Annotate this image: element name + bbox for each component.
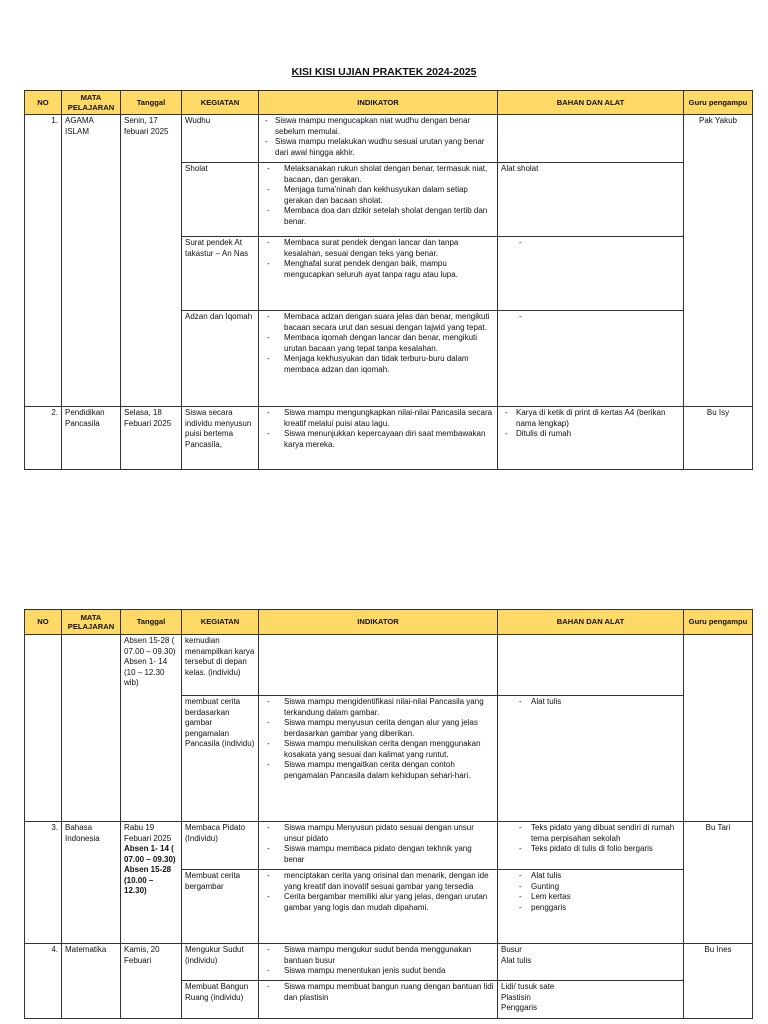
list-item: - Menjaga kekhusyukan dan tidak terburu-buru dalam membaca adzan dan iqomah. bbox=[262, 354, 494, 375]
list-item: - Membaca iqomah dengan lancar dan benar, mengikuti urutan bacaan yang tepat tanpa kesalahan. bbox=[262, 333, 494, 354]
tanggal-line: Absen 15-28 (10.00 – 12.30) bbox=[124, 865, 172, 895]
tanggal-line: Absen 1- 14 (10 – 12.30 wib) bbox=[124, 657, 168, 687]
header-guru: Guru pengampu bbox=[684, 610, 753, 635]
list-item: - Teks pidato yang dibuat sendiri di rumah tema perpisahan sekolah bbox=[501, 823, 680, 844]
header-mapel: MATA PELAJARAN bbox=[62, 610, 121, 635]
row-indikator bbox=[259, 870, 498, 944]
bahan-line: Lidi/ tusuk sate bbox=[501, 982, 555, 991]
list-item: - Siswa mampu mengucapkan niat wudhu dengan benar sebelum memulai. bbox=[262, 116, 494, 137]
list-item: - Teks pidato di tulis di folio bergaris bbox=[501, 844, 680, 855]
row-indikator bbox=[259, 115, 498, 163]
row-bahan bbox=[498, 407, 684, 470]
list-item: - Karya di ketik di print di kertas A4 (berikan nama lengkap) bbox=[501, 408, 680, 429]
row-indikator bbox=[259, 981, 498, 1019]
row-kegiatan: Adzan dan Iqomah bbox=[182, 311, 259, 407]
list-item: - Menghafal surat pendek dengan baik, mampu mengucapkan seluruh ayat tanpa ragu atau lupa. bbox=[262, 259, 494, 280]
table-row bbox=[25, 407, 753, 470]
header-indikator: INDIKATOR bbox=[259, 610, 498, 635]
row-bahan bbox=[498, 115, 684, 163]
row-kegiatan: Wudhu bbox=[182, 115, 259, 163]
row-guru: Pak Yakub bbox=[684, 115, 753, 407]
row-no bbox=[25, 635, 62, 822]
header-guru: Guru pengampu bbox=[684, 91, 753, 115]
table-row bbox=[25, 822, 753, 870]
row-no: 1. bbox=[25, 115, 62, 407]
list-item: - Ditulis di rumah bbox=[501, 429, 680, 440]
row-no: 3. bbox=[25, 822, 62, 944]
list-item: - Cerita bergambar memiliki alur yang jelas, dengan urutan gambar yang logis dan mudah dipahami. bbox=[262, 892, 494, 913]
list-item: - penggaris bbox=[501, 903, 680, 914]
list-item: - Siswa menunjukkan kepercayaan diri saat membawakan karya mereka. bbox=[262, 429, 494, 450]
list-item: - Melaksanakan rukun sholat dengan benar, termasuk niat, bacaan, dan gerakan. bbox=[262, 164, 494, 185]
table-row bbox=[25, 635, 753, 696]
row-bahan bbox=[498, 237, 684, 311]
table-header-row bbox=[25, 91, 753, 115]
tanggal-line: Absen 15-28 ( 07.00 – 09.30) bbox=[124, 636, 176, 656]
row-bahan bbox=[498, 981, 684, 1019]
table-row bbox=[25, 944, 753, 981]
row-indikator bbox=[259, 696, 498, 822]
row-mapel bbox=[62, 635, 121, 822]
row-kegiatan: Membuat Bangun Ruang (individu) bbox=[182, 981, 259, 1019]
tanggal-line: Rabu 19 Febuari 2025 bbox=[124, 823, 172, 843]
list-item: - Siswa mampu melakukan wudhu sesuai urutan yang benar dari awal hingga akhir. bbox=[262, 137, 494, 158]
bahan-dash: - bbox=[519, 238, 522, 247]
list-item: - Siswa mampu mengidentifikasi nilai-nilai Pancasila yang terkandung dalam gambar. bbox=[262, 697, 494, 718]
list-item: - Gunting bbox=[501, 882, 680, 893]
row-no: 2. bbox=[25, 407, 62, 470]
list-item: - Siswa mampu mengaitkan cerita dengan contoh pengamalan Pancasila dalam kehidupan sehari-hari. bbox=[262, 760, 494, 781]
kisi-table-2 bbox=[24, 609, 753, 1019]
row-mapel: Bahasa Indonesia bbox=[62, 822, 121, 944]
list-item: - Siswa mampu membuat bangun ruang dengan bantuan lidi dan plastisin bbox=[262, 982, 494, 1003]
row-tanggal: Selasa, 18 Febuari 2025 bbox=[121, 407, 182, 470]
row-mapel: Pendidikan Pancasila bbox=[62, 407, 121, 470]
header-kegiatan: KEGIATAN bbox=[182, 610, 259, 635]
header-mapel: MATA PELAJARAN bbox=[62, 91, 121, 115]
row-indikator bbox=[259, 163, 498, 237]
row-mapel: Matematika bbox=[62, 944, 121, 1019]
row-bahan bbox=[498, 944, 684, 981]
row-kegiatan: Siswa secara individu menyusun puisi bertema Pancasila, bbox=[182, 407, 259, 470]
row-kegiatan: Membuat cerita bergambar bbox=[182, 870, 259, 944]
list-item: - Lem kertas bbox=[501, 892, 680, 903]
row-tanggal: Kamis, 20 Febuari bbox=[121, 944, 182, 1019]
row-no: 4. bbox=[25, 944, 62, 1019]
list-item: - menciptakan cerita yang orisinal dan menarik, dengan ide yang kreatif dan inovatif sesuai gambar yang tersedia bbox=[262, 871, 494, 892]
header-kegiatan: KEGIATAN bbox=[182, 91, 259, 115]
list-item: - Membaca doa dan dzikir setelah sholat dengan tertib dan benar. bbox=[262, 206, 494, 227]
row-tanggal bbox=[121, 822, 182, 944]
row-kegiatan: kemudian menampilkan karya tersebut di depan kelas. (individu) bbox=[182, 635, 259, 696]
bahan-line: Busur bbox=[501, 945, 522, 954]
header-tanggal: Tanggal bbox=[121, 610, 182, 635]
row-indikator bbox=[259, 822, 498, 870]
row-kegiatan: membuat cerita berdasarkan gambar pengamalan Pancasila (individu) bbox=[182, 696, 259, 822]
header-indikator: INDIKATOR bbox=[259, 91, 498, 115]
row-bahan bbox=[498, 696, 684, 822]
list-item: - Siswa mampu Menyusun pidato sesuai dengan unsur unsur pidato bbox=[262, 823, 494, 844]
header-no: NO bbox=[25, 91, 62, 115]
list-item: - Siswa mampu menentukan jenis sudut benda bbox=[262, 966, 494, 977]
row-guru bbox=[684, 635, 753, 822]
list-item: - Siswa mampu membaca pidato dengan tekhnik yang benar bbox=[262, 844, 494, 865]
list-item: - Alat tulis bbox=[501, 697, 680, 708]
row-indikator bbox=[259, 237, 498, 311]
table-header-row bbox=[25, 610, 753, 635]
header-bahan: BAHAN DAN ALAT bbox=[498, 91, 684, 115]
bahan-line: Penggaris bbox=[501, 1003, 538, 1012]
row-bahan bbox=[498, 311, 684, 407]
row-guru: Bu Tari bbox=[684, 822, 753, 944]
row-kegiatan: Surat pendek At takastur – An Nas bbox=[182, 237, 259, 311]
list-item: - Siswa mampu mengukur sudut benda menggunakan bantuan busur bbox=[262, 945, 494, 966]
table-row bbox=[25, 115, 753, 163]
row-mapel: AGAMA ISLAM bbox=[62, 115, 121, 407]
row-guru: Bu Isy bbox=[684, 407, 753, 470]
document-title: KISI KISI UJIAN PRAKTEK 2024-2025 bbox=[291, 66, 477, 78]
row-bahan bbox=[498, 822, 684, 870]
row-indikator bbox=[259, 944, 498, 981]
row-tanggal bbox=[121, 635, 182, 822]
row-kegiatan: Mengukur Sudut (individu) bbox=[182, 944, 259, 981]
row-kegiatan: Sholat bbox=[182, 163, 259, 237]
header-tanggal: Tanggal bbox=[121, 91, 182, 115]
list-item: - Alat tulis bbox=[501, 871, 680, 882]
list-item: - Membaca surat pendek dengan lancar dan tanpa kesalahan, sesuai dengan teks yang benar. bbox=[262, 238, 494, 259]
row-tanggal: Senin, 17 febuari 2025 bbox=[121, 115, 182, 407]
row-indikator bbox=[259, 407, 498, 470]
bahan-line: Alat tulis bbox=[501, 955, 532, 965]
row-guru: Bu Ines bbox=[684, 944, 753, 1019]
row-indikator bbox=[259, 311, 498, 407]
bahan-line: Plastisin bbox=[501, 992, 531, 1002]
list-item: - Siswa mampu mengungkapkan nilai-nilai Pancasila secara kreatif melalui puisi atau lagu. bbox=[262, 408, 494, 429]
kisi-table-1 bbox=[24, 90, 753, 470]
row-kegiatan: Membaca Pidato (Individu) bbox=[182, 822, 259, 870]
header-bahan: BAHAN DAN ALAT bbox=[498, 610, 684, 635]
row-bahan: Alat sholat bbox=[498, 163, 684, 237]
header-no: NO bbox=[25, 610, 62, 635]
list-item: - Siswa mampu menuliskan cerita dengan menggunakan kosakata yang sesuai dan kalimat yang runtut. bbox=[262, 739, 494, 760]
list-item: - Siswa mampu menyusun cerita dengan alur yang jelas berdasarkan gambar yang diberikan. bbox=[262, 718, 494, 739]
list-item: - Menjaga tuma'ninah dan kekhusyukan dalam setiap gerakan dan bacaan sholat. bbox=[262, 185, 494, 206]
row-bahan bbox=[498, 635, 684, 696]
row-bahan bbox=[498, 870, 684, 944]
list-item: - Membaca adzan dengan suara jelas dan benar, mengikuti bacaan secara urut dan sesuai dengan tajwid yang tepat. bbox=[262, 312, 494, 333]
tanggal-line: Absen 1- 14 ( 07.00 – 09.30) bbox=[124, 844, 176, 864]
row-indikator bbox=[259, 635, 498, 696]
bahan-dash: - bbox=[519, 312, 522, 321]
